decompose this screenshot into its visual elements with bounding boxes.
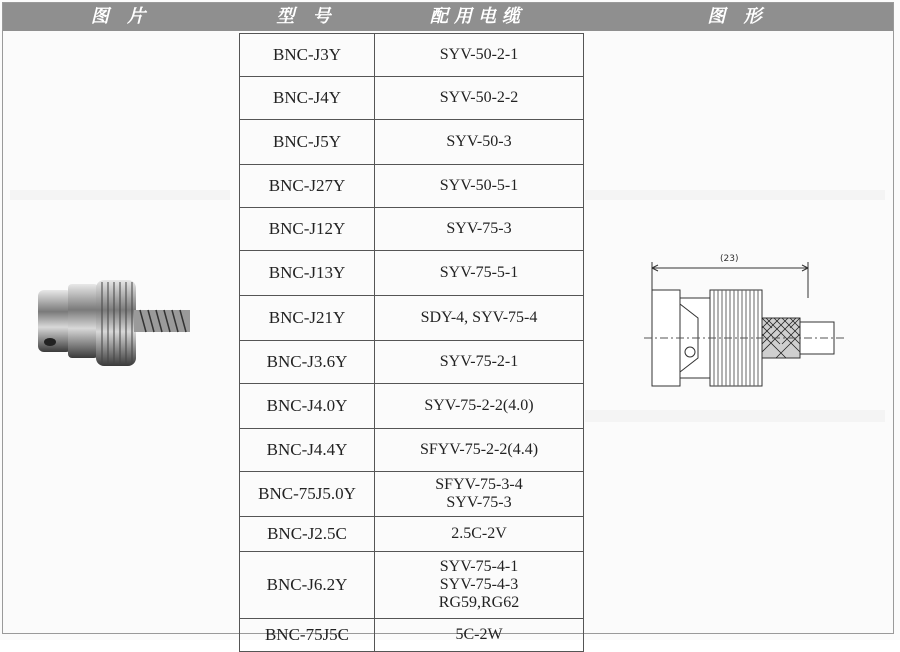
cable-cell	[375, 296, 583, 340]
model-cell: BNC-J4.4Y	[240, 429, 375, 471]
scan-shadow	[10, 190, 230, 200]
model-cell: BNC-J6.2Y	[240, 552, 375, 618]
header-cable: 配用电缆	[430, 6, 526, 27]
table-row	[240, 251, 583, 296]
cable-type: SYV-50-2-1	[439, 46, 519, 63]
table-row	[240, 77, 583, 120]
dimension-label: (23)	[720, 254, 739, 264]
table-row	[240, 208, 583, 251]
model-cell: BNC-J3Y	[240, 34, 375, 76]
table-row	[240, 429, 583, 472]
cable-cell	[375, 517, 583, 551]
table-row	[240, 341, 583, 384]
cable-cell	[375, 77, 583, 119]
table-header	[3, 3, 893, 31]
bnc-connector-drawing-icon	[640, 248, 850, 398]
table-row	[240, 120, 583, 165]
header-drawing: 图 形	[707, 6, 768, 27]
table-row	[240, 296, 583, 341]
scan-shadow	[585, 190, 885, 200]
model-cell: BNC-J5Y	[240, 120, 375, 164]
model-cell: BNC-J2.5C	[240, 517, 375, 551]
cable-type: SYV-75-3	[446, 220, 512, 237]
cable-cell	[375, 120, 583, 164]
model-cell: BNC-J12Y	[240, 208, 375, 250]
model-cell: BNC-J13Y	[240, 251, 375, 295]
spec-table	[239, 33, 584, 652]
model-cell: BNC-J21Y	[240, 296, 375, 340]
table-row	[240, 472, 583, 517]
cable-type: SYV-50-2-2	[439, 89, 519, 106]
model-cell: BNC-J27Y	[240, 165, 375, 207]
cable-cell	[375, 619, 583, 651]
cable-cell	[375, 384, 583, 428]
cable-cell	[375, 429, 583, 471]
table-row	[240, 517, 583, 552]
model-cell: BNC-J3.6Y	[240, 341, 375, 383]
cable-type: SYV-50-5-1	[439, 177, 519, 194]
scan-shadow	[585, 410, 885, 422]
cable-type: SYV-75-5-1	[439, 264, 519, 281]
bnc-connector-photo-icon	[30, 262, 210, 382]
table-row	[240, 165, 583, 208]
cable-cell	[375, 34, 583, 76]
cable-type: SYV-75-4-3	[439, 576, 519, 593]
model-cell: BNC-75J5.0Y	[240, 472, 375, 516]
cable-type: SYV-75-3	[446, 494, 512, 511]
model-cell: BNC-J4Y	[240, 77, 375, 119]
cable-cell	[375, 251, 583, 295]
cable-cell	[375, 341, 583, 383]
cable-type: SYV-75-2-1	[439, 353, 519, 370]
cable-type: SYV-75-4-1	[439, 558, 519, 575]
cable-type: SDY-4, SYV-75-4	[420, 309, 538, 326]
cable-type: 5C-2W	[455, 626, 503, 643]
cable-type: SYV-75-2-2(4.0)	[424, 397, 534, 414]
cable-type: 2.5C-2V	[451, 525, 507, 542]
header-picture: 图 片	[90, 6, 152, 27]
table-row	[240, 384, 583, 429]
cable-cell	[375, 552, 583, 618]
model-cell: BNC-J4.0Y	[240, 384, 375, 428]
table-row	[240, 552, 583, 619]
cable-cell	[375, 472, 583, 516]
table-row	[240, 619, 583, 652]
header-model: 型 号	[276, 6, 337, 27]
cable-cell	[375, 165, 583, 207]
cable-type: SFYV-75-2-2(4.4)	[419, 441, 539, 458]
cable-type: SFYV-75-3-4	[435, 476, 523, 493]
cable-type: RG59,RG62	[438, 594, 520, 611]
model-cell: BNC-75J5C	[240, 619, 375, 651]
table-row	[240, 34, 583, 77]
cable-cell	[375, 208, 583, 250]
cable-type: SYV-50-3	[446, 133, 512, 150]
